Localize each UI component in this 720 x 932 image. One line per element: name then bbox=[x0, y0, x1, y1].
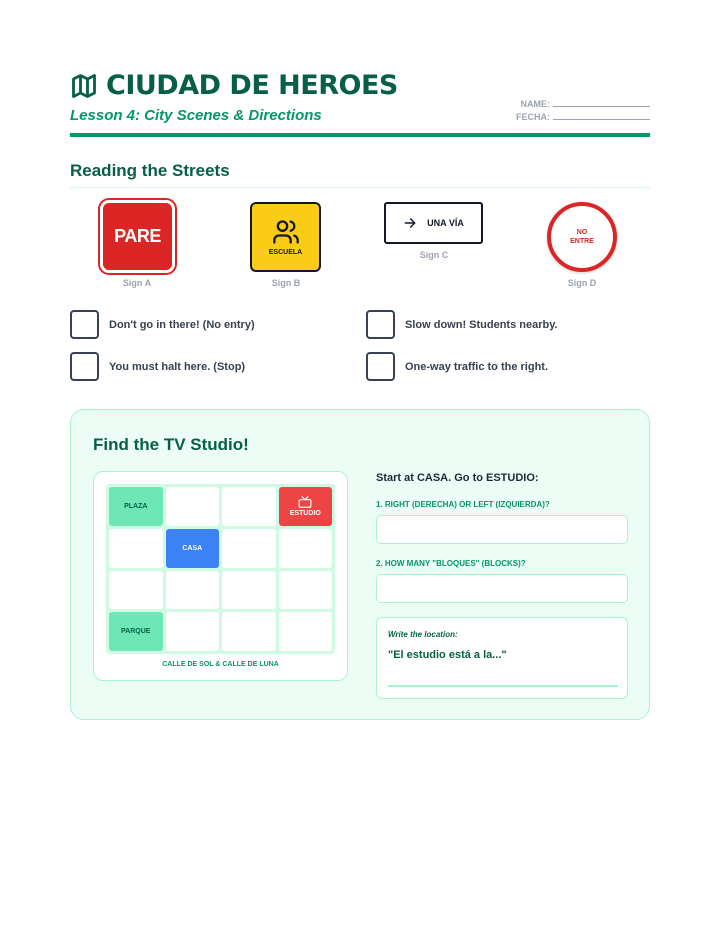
worksheet-header bbox=[70, 70, 650, 138]
no-entry-line1: NO bbox=[576, 229, 588, 236]
studio-panel bbox=[70, 409, 650, 720]
match-item bbox=[366, 310, 558, 339]
question-2-answer-field[interactable] bbox=[376, 574, 628, 603]
stop-sign bbox=[100, 200, 175, 273]
match-item bbox=[366, 352, 548, 381]
answer-box[interactable] bbox=[70, 352, 99, 381]
map-cell bbox=[222, 487, 276, 526]
estudio-label: ESTUDIO bbox=[289, 509, 321, 517]
one-way-sign-text: UNA VÍA bbox=[427, 218, 464, 228]
no-entry-line2: ENTRE bbox=[570, 238, 594, 245]
question-1-answer-field[interactable] bbox=[376, 515, 628, 544]
answer-box[interactable] bbox=[366, 352, 395, 381]
map-cell-parque: PARQUE bbox=[109, 612, 163, 651]
school-sign bbox=[250, 202, 321, 272]
city-grid bbox=[106, 484, 335, 654]
match-text: Don't go in there! (No entry) bbox=[109, 318, 255, 331]
map-cell bbox=[222, 612, 276, 651]
question-2-label: 2. HOW MANY "BLOQUES" (BLOCKS)? bbox=[376, 559, 526, 568]
date-label: FECHA: bbox=[516, 112, 550, 122]
map-cell-casa: CASA bbox=[166, 529, 220, 568]
directions-intro: Start at CASA. Go to ESTUDIO: bbox=[376, 472, 539, 484]
one-way-sign bbox=[384, 202, 483, 244]
map-cell bbox=[109, 571, 163, 610]
stop-sign-text: PARE bbox=[114, 226, 161, 246]
write-answer-line[interactable] bbox=[388, 685, 618, 687]
sign-c-label: Sign C bbox=[419, 250, 449, 260]
map-cell bbox=[166, 612, 220, 651]
name-date-fields bbox=[516, 98, 650, 124]
write-location-prompt: "El estudio está a la..." bbox=[388, 649, 507, 661]
map-icon bbox=[70, 72, 98, 100]
match-text: One-way traffic to the right. bbox=[405, 360, 549, 373]
map-cell-plaza: PLAZA bbox=[109, 487, 163, 526]
worksheet-title: CIUDAD DE HEROES bbox=[106, 70, 398, 101]
section-divider bbox=[70, 187, 650, 188]
map-cell bbox=[222, 571, 276, 610]
name-line[interactable] bbox=[553, 99, 650, 107]
match-item bbox=[70, 310, 255, 339]
answer-box[interactable] bbox=[366, 310, 395, 339]
sign-a-label: Sign A bbox=[122, 278, 152, 288]
map-cell bbox=[279, 612, 333, 651]
tv-icon bbox=[298, 496, 312, 508]
school-sign-text: ESCUELA bbox=[268, 249, 303, 256]
name-label: NAME: bbox=[520, 99, 550, 109]
lesson-subtitle: Lesson 4: City Scenes & Directions bbox=[70, 107, 322, 124]
map-cell bbox=[222, 529, 276, 568]
write-location-label: Write the location: bbox=[388, 630, 458, 639]
map-cell bbox=[109, 529, 163, 568]
map-cell bbox=[279, 571, 333, 610]
arrow-right-icon bbox=[403, 216, 417, 230]
map-cell bbox=[166, 571, 220, 610]
match-text: Slow down! Students nearby. bbox=[405, 318, 558, 331]
map-cell-estudio bbox=[279, 487, 333, 526]
sign-b-label: Sign B bbox=[271, 278, 301, 288]
no-entry-sign bbox=[547, 202, 617, 272]
studio-title: Find the TV Studio! bbox=[93, 435, 249, 454]
question-1-label: 1. RIGHT (DERECHA) OR LEFT (IZQUIERDA)? bbox=[376, 500, 550, 509]
sign-d-label: Sign D bbox=[567, 278, 597, 288]
map-caption: CALLE DE SOL & CALLE DE LUNA bbox=[162, 661, 279, 668]
users-icon bbox=[272, 218, 300, 246]
write-location-card bbox=[376, 617, 628, 699]
date-line[interactable] bbox=[553, 112, 650, 120]
match-item bbox=[70, 352, 245, 381]
section-title-streets: Reading the Streets bbox=[70, 161, 230, 180]
header-divider bbox=[70, 133, 650, 137]
city-map-card bbox=[93, 471, 348, 681]
map-cell bbox=[166, 487, 220, 526]
match-text: You must halt here. (Stop) bbox=[109, 360, 246, 373]
answer-box[interactable] bbox=[70, 310, 99, 339]
map-cell bbox=[279, 529, 333, 568]
